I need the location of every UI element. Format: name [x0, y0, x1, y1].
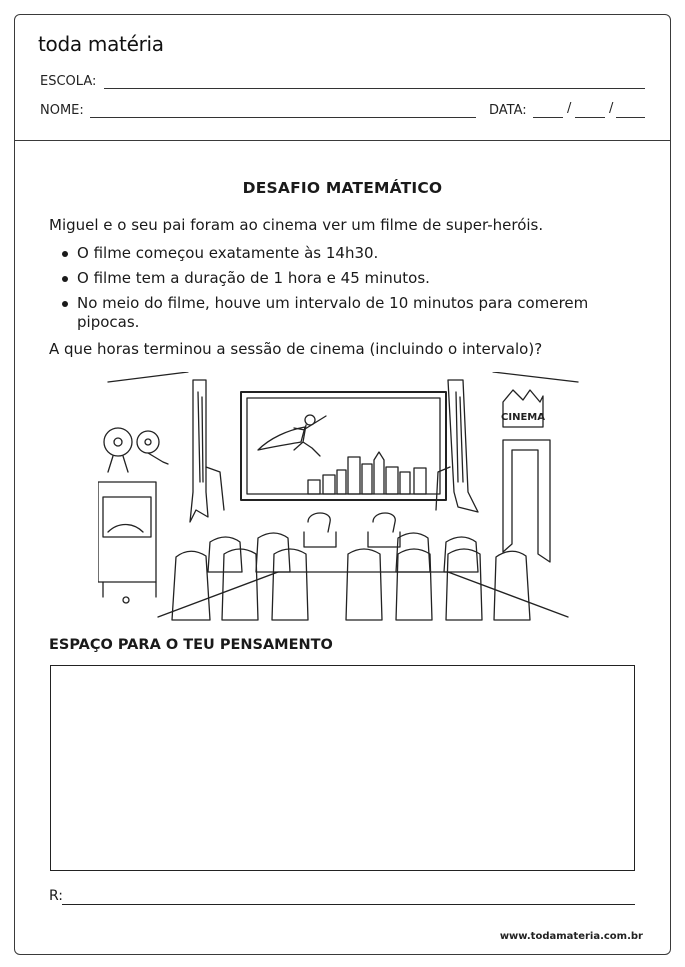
cinema-sign-text: CINEMA [501, 412, 545, 423]
date-month-field[interactable] [575, 117, 605, 118]
list-item: O filme começou exatamente às 14h30. [49, 244, 609, 263]
bullet-icon [62, 276, 68, 282]
answer-label: R: [49, 888, 64, 904]
problem-facts-list [49, 244, 609, 338]
school-label: ESCOLA: [40, 74, 97, 89]
answer-field[interactable] [62, 904, 635, 905]
list-item: No meio do filme, houve um intervalo de 10 minutos para comerem pipocas. [49, 294, 609, 332]
date-label: DATA: [489, 103, 527, 118]
bullet-icon [62, 251, 68, 257]
cinema-illustration [98, 372, 588, 622]
date-year-field[interactable] [616, 117, 645, 118]
problem-intro: Miguel e o seu pai foram ao cinema ver um filme de super-heróis. [49, 216, 544, 234]
brand-logo: toda matéria [38, 32, 164, 56]
date-separator: / [609, 101, 614, 116]
header-divider [14, 140, 671, 141]
name-label: NOME: [40, 103, 84, 118]
school-field[interactable] [104, 88, 645, 89]
date-day-field[interactable] [533, 117, 563, 118]
name-field[interactable] [90, 117, 476, 118]
problem-question: A que horas terminou a sessão de cinema (incluindo o intervalo)? [49, 340, 543, 358]
bullet-icon [62, 301, 68, 307]
list-item: O filme tem a duração de 1 hora e 45 minutos. [49, 269, 609, 288]
thinking-space-box[interactable] [50, 665, 635, 871]
footer-url[interactable]: www.todamateria.com.br [499, 931, 643, 942]
date-separator: / [567, 101, 572, 116]
worksheet-title: DESAFIO MATEMÁTICO [242, 179, 443, 197]
thinking-space-title: ESPAÇO PARA O TEU PENSAMENTO [49, 637, 333, 653]
